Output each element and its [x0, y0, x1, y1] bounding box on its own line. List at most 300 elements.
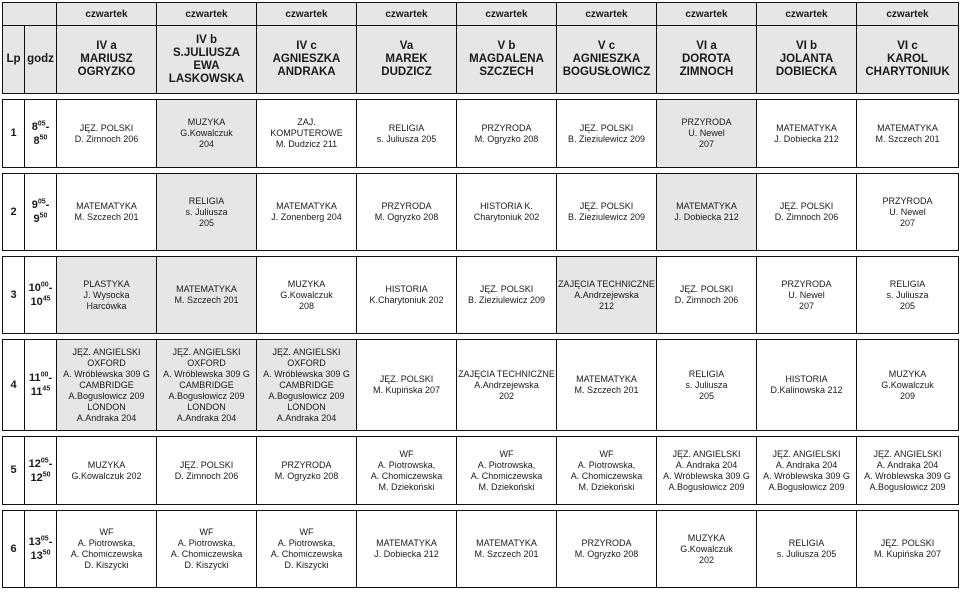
cell-line: PRZYRODA	[681, 117, 732, 127]
cell-line: DOBIECKA	[775, 66, 838, 78]
cell-line: J. Dobiecka 212	[774, 133, 839, 144]
cell-line: PRZYRODA	[381, 201, 432, 211]
cell-line: A. Chomiczewska	[570, 470, 643, 481]
cell-line: OXFORD	[187, 357, 226, 368]
timetable-container	[2, 2, 959, 588]
cell-line: JĘZ. POLSKI	[679, 284, 734, 294]
cell-line: A. Wróblewska 309 G	[63, 368, 150, 379]
cell-line: D. Zimnoch 206	[174, 470, 239, 481]
day-row	[3, 3, 959, 26]
class-header	[857, 26, 959, 94]
cell-line: WF	[199, 527, 214, 537]
time-dash: -	[45, 120, 50, 133]
cell-line: 209	[899, 390, 916, 401]
lesson-cell	[257, 257, 357, 334]
lesson-cell	[757, 257, 857, 334]
cell-line: JĘZ. POLSKI	[579, 201, 634, 211]
cell-line: JĘZ. POLSKI	[179, 459, 234, 470]
cell-line: JĘZ. POLSKI	[880, 538, 935, 548]
lesson-cell	[457, 437, 557, 505]
cell-line: PRZYRODA	[581, 538, 632, 548]
cell-line: A. Wróblewska 309 G	[163, 368, 250, 379]
cell-line: MATEMATYKA	[576, 374, 637, 384]
start-minute: 05	[40, 535, 49, 543]
lesson-number: 3	[3, 257, 25, 334]
cell-line: D. Kiszycki	[184, 560, 229, 570]
cell-line: BOGUSŁOWICZ	[562, 66, 651, 78]
end-hour: 12	[30, 471, 43, 484]
cell-line: Va	[399, 40, 414, 52]
lesson-cell	[657, 340, 757, 431]
lesson-time	[25, 511, 57, 588]
cell-line: KOMPUTEROWE	[270, 128, 343, 138]
cell-line: A. Wróblewska 309 G	[263, 368, 350, 379]
lesson-cell	[557, 340, 657, 431]
cell-line: 202	[698, 554, 715, 565]
class-header	[357, 26, 457, 94]
cell-line: B. Zieziulewicz 209	[567, 212, 646, 222]
lesson-time	[25, 340, 57, 431]
cell-line: D. Zimnoch 206	[74, 133, 139, 144]
cell-line: M. Kupińska 207	[372, 385, 441, 395]
cell-line: ZIMNOCH	[679, 66, 734, 78]
class-header	[557, 26, 657, 94]
cell-line: OGRYZKO	[77, 66, 136, 78]
cell-line: RELIGIA	[889, 278, 926, 289]
cell-line: JĘZ. POLSKI	[479, 284, 534, 294]
cell-line: A. Chomiczewska	[370, 470, 443, 481]
lesson-cell	[57, 174, 157, 251]
end-hour: 13	[30, 550, 43, 562]
lesson-cell	[457, 511, 557, 588]
lesson-cell	[557, 437, 657, 505]
cell-line: A. Piotrowska,	[177, 538, 236, 548]
lesson-cell	[357, 437, 457, 505]
day-label: czwartek	[357, 3, 457, 26]
cell-line: M. Ogryzko 208	[274, 470, 339, 481]
cell-line: OXFORD	[87, 357, 126, 368]
cell-line: A.Andraka 204	[76, 412, 137, 423]
cell-line: A. Chomiczewska	[70, 549, 143, 559]
cell-line: A. Andraka 204	[675, 459, 738, 470]
lesson-cell	[757, 174, 857, 251]
cell-line: MATEMATYKA	[176, 284, 237, 294]
cell-line: WF	[99, 527, 114, 537]
cell-line: M. Ogryzko 208	[474, 133, 539, 144]
cell-line: WF	[599, 448, 614, 459]
cell-line: G.Kowalczuk	[881, 379, 934, 390]
lesson-cell	[657, 174, 757, 251]
start-minute: 05	[37, 198, 46, 206]
start-hour: 11	[28, 372, 41, 384]
cell-line: MUZYKA	[687, 532, 726, 543]
cell-line: A. Wróblewska 309 G	[763, 470, 850, 481]
cell-line: D. Zimnoch 206	[674, 295, 739, 305]
cell-line: MARIUSZ	[80, 53, 133, 65]
cell-line: s. Juliusza	[685, 379, 728, 390]
cell-line: J. Dobiecka 212	[374, 549, 439, 559]
cell-line: Harcówka	[86, 300, 127, 311]
lesson-cell	[157, 100, 257, 168]
start-hour: 13	[28, 536, 41, 548]
cell-line: HISTORIA	[785, 374, 828, 384]
lesson-cell	[257, 511, 357, 588]
lesson-cell	[357, 511, 457, 588]
cell-line: MAREK	[385, 53, 428, 65]
lesson-row	[3, 174, 959, 251]
cell-line: M. Dziekoński	[478, 481, 535, 492]
cell-line: A. Chomiczewska	[270, 549, 343, 559]
time-dash: -	[48, 372, 53, 384]
cell-line: HISTORIA	[385, 284, 428, 294]
lesson-time	[25, 174, 57, 251]
cell-line: A.Bogusłowicz 209	[168, 390, 245, 401]
lesson-cell	[757, 511, 857, 588]
cell-line: B. Zieziulewicz 209	[467, 295, 546, 305]
lesson-cell	[157, 511, 257, 588]
lesson-cell	[557, 257, 657, 334]
lesson-cell	[457, 174, 557, 251]
end-hour: 11	[30, 386, 43, 398]
cell-line: VI c	[897, 40, 918, 52]
cell-line: M. Szczech 201	[574, 385, 639, 395]
start-minute: 05	[40, 456, 49, 464]
lesson-cell	[357, 174, 457, 251]
cell-line: CHARYTONIUK	[865, 66, 950, 78]
cell-line: ZAJĘCIA TECHNICZNE	[558, 278, 655, 289]
lesson-row	[3, 437, 959, 505]
cell-line: LASKOWSKA	[168, 72, 245, 85]
class-header	[257, 26, 357, 94]
lesson-cell	[457, 257, 557, 334]
lesson-cell	[357, 100, 457, 168]
start-hour: 9	[31, 199, 38, 211]
lesson-time	[25, 100, 57, 168]
end-minute: 50	[42, 549, 51, 557]
cell-line: CAMBRIDGE	[179, 379, 234, 390]
lesson-cell	[257, 174, 357, 251]
cell-line: MATEMATYKA	[376, 538, 437, 548]
cell-line: M. Szczech 201	[174, 295, 239, 305]
lesson-cell	[257, 340, 357, 431]
cell-line: s. Juliusza 205	[376, 133, 437, 144]
end-minute: 45	[42, 295, 51, 303]
header-row	[3, 26, 959, 94]
lesson-cell	[357, 340, 457, 431]
cell-line: D.Kalinowska 212	[770, 385, 843, 395]
cell-line: IV b	[195, 33, 218, 46]
cell-line: EWA	[193, 59, 220, 72]
lesson-time	[25, 257, 57, 334]
cell-line: U. Newel	[889, 206, 926, 217]
cell-line: G.Kowalczuk 202	[71, 470, 142, 481]
lesson-cell	[557, 174, 657, 251]
cell-line: JOLANTA	[779, 53, 834, 65]
time-dash: -	[45, 199, 50, 211]
lesson-number: 4	[3, 340, 25, 431]
cell-line: M. Szczech 201	[74, 212, 139, 222]
day-label: czwartek	[657, 3, 757, 26]
cell-line: A. Chomiczewska	[170, 549, 243, 559]
cell-line: 207	[698, 139, 715, 149]
lesson-cell	[57, 100, 157, 168]
day-label: czwartek	[457, 3, 557, 26]
cell-line: WF	[299, 527, 314, 537]
end-minute: 45	[42, 385, 51, 393]
cell-line: D. Kiszycki	[84, 560, 129, 570]
lesson-cell	[757, 100, 857, 168]
cell-line: 202	[498, 390, 515, 401]
cell-line: IV a	[96, 40, 117, 52]
lesson-cell	[57, 340, 157, 431]
cell-line: MUZYKA	[287, 278, 326, 289]
end-minute: 50	[42, 470, 51, 478]
cell-line: MUZYKA	[187, 117, 226, 127]
class-header	[657, 26, 757, 94]
cell-line: MATEMATYKA	[877, 122, 938, 133]
cell-line: MATEMATYKA	[776, 122, 837, 133]
cell-line: A.Andrzejewska	[474, 379, 539, 390]
cell-line: JĘZ. ANGIELSKI	[172, 346, 241, 357]
lesson-cell	[57, 511, 157, 588]
lesson-cell	[257, 100, 357, 168]
cell-line: 205	[698, 390, 715, 401]
lp-header: Lp	[3, 26, 25, 94]
class-header	[457, 26, 557, 94]
lesson-time	[25, 437, 57, 505]
cell-line: JĘZ. POLSKI	[379, 374, 434, 384]
lesson-row	[3, 340, 959, 431]
cell-line: s. Juliusza	[886, 289, 929, 300]
cell-line: LONDON	[287, 401, 326, 412]
cell-line: A.Andraka 204	[276, 412, 337, 423]
cell-line: OXFORD	[287, 357, 326, 368]
cell-line: AGNIESZKA	[572, 53, 641, 65]
cell-line: SZCZECH	[479, 66, 534, 78]
cell-line: J. Wysocka	[83, 289, 130, 300]
cell-line: A. Andraka 204	[775, 459, 838, 470]
cell-line: A. Piotrowska,	[577, 459, 636, 470]
cell-line: LONDON	[87, 401, 126, 412]
lesson-cell	[457, 340, 557, 431]
lesson-number: 5	[3, 437, 25, 505]
cell-line: RELIGIA	[388, 122, 425, 133]
cell-line: MAGDALENA	[469, 53, 544, 65]
time-dash: -	[48, 457, 53, 470]
lesson-cell	[57, 257, 157, 334]
lesson-row	[3, 257, 959, 334]
cell-line: 207	[899, 217, 916, 228]
start-hour: 10	[28, 282, 41, 294]
cell-line: IV c	[296, 40, 317, 52]
end-hour: 10	[30, 296, 43, 308]
cell-line: JĘZ. ANGIELSKI	[772, 448, 841, 459]
cell-line: DUDZICZ	[381, 66, 432, 78]
cell-line: M. Ogryzko 208	[374, 212, 439, 222]
lesson-cell	[757, 437, 857, 505]
cell-line: JĘZ. POLSKI	[79, 122, 134, 133]
time-dash: -	[48, 536, 53, 548]
start-minute: 05	[37, 119, 46, 127]
cell-line: AGNIESZKA	[272, 53, 341, 65]
cell-line: MATEMATYKA	[276, 201, 337, 211]
lesson-cell	[557, 100, 657, 168]
lesson-cell	[157, 437, 257, 505]
cell-line: PRZYRODA	[781, 278, 832, 289]
day-label: czwartek	[157, 3, 257, 26]
cell-line: PRZYRODA	[281, 459, 332, 470]
day-label: czwartek	[557, 3, 657, 26]
cell-line: PRZYRODA	[882, 195, 933, 206]
cell-line: CAMBRIDGE	[279, 379, 334, 390]
lesson-row	[3, 511, 959, 588]
cell-line: 205	[198, 217, 215, 228]
cell-line: A. Piotrowska,	[477, 459, 536, 470]
cell-line: ANDRAKA	[277, 66, 336, 78]
cell-line: KAROL	[887, 53, 928, 65]
cell-line: JĘZ. ANGIELSKI	[272, 346, 341, 357]
cell-line: Charytoniuk 202	[473, 212, 540, 222]
timetable	[2, 2, 959, 588]
start-hour: 8	[31, 120, 38, 133]
cell-line: U. Newel	[688, 128, 725, 138]
lesson-cell	[157, 340, 257, 431]
cell-line: HISTORIA K.	[480, 201, 533, 211]
cell-line: PRZYRODA	[481, 122, 532, 133]
cell-line: JĘZ. ANGIELSKI	[873, 448, 942, 459]
cell-line: MUZYKA	[87, 459, 126, 470]
cell-line: M. Dudzicz 211	[275, 139, 338, 149]
cell-line: B. Zieziulewicz 209	[567, 133, 646, 144]
lesson-number: 1	[3, 100, 25, 168]
cell-line: ZAJ.	[297, 117, 316, 127]
time-dash: -	[48, 282, 53, 294]
cell-line: D. Zimnoch 206	[774, 212, 839, 222]
cell-line: 205	[899, 300, 916, 311]
lesson-cell	[857, 511, 959, 588]
lesson-cell	[557, 511, 657, 588]
lesson-number: 6	[3, 511, 25, 588]
day-spacer	[3, 3, 57, 26]
cell-line: M. Dziekoński	[578, 481, 635, 492]
day-label: czwartek	[757, 3, 857, 26]
cell-line: V c	[597, 40, 616, 52]
lesson-cell	[857, 340, 959, 431]
lesson-cell	[657, 257, 757, 334]
cell-line: A. Piotrowska,	[77, 538, 136, 548]
cell-line: A. Piotrowska,	[377, 459, 436, 470]
cell-line: WF	[399, 448, 414, 459]
cell-line: RELIGIA	[788, 538, 825, 548]
lesson-cell	[857, 174, 959, 251]
cell-line: A.Andrzejewska	[574, 289, 639, 300]
cell-line: M. Ogryzko 208	[574, 549, 639, 559]
cell-line: CAMBRIDGE	[79, 379, 134, 390]
cell-line: A. Chomiczewska	[470, 470, 543, 481]
cell-line: A.Bogusłowicz 209	[68, 390, 145, 401]
lesson-cell	[657, 511, 757, 588]
cell-line: DOROTA	[682, 53, 731, 65]
cell-line: D. Kiszycki	[284, 560, 329, 570]
cell-line: MUZYKA	[888, 368, 927, 379]
cell-line: VI a	[696, 40, 717, 52]
lesson-cell	[157, 257, 257, 334]
lesson-cell	[657, 437, 757, 505]
lesson-cell	[357, 257, 457, 334]
lesson-row	[3, 100, 959, 168]
cell-line: A.Bogusłowicz 209	[768, 481, 845, 492]
cell-line: J. Dobiecka 212	[674, 212, 739, 222]
day-label: czwartek	[857, 3, 959, 26]
cell-line: s. Juliusza	[185, 206, 228, 217]
cell-line: 204	[198, 139, 215, 149]
lesson-cell	[157, 174, 257, 251]
cell-line: LONDON	[187, 401, 226, 412]
cell-line: G.Kowalczuk	[280, 289, 333, 300]
lesson-cell	[457, 100, 557, 168]
lesson-cell	[757, 340, 857, 431]
cell-line: M. Szczech 201	[875, 133, 940, 144]
cell-line: V b	[497, 40, 516, 52]
class-header	[157, 26, 257, 94]
cell-line: PLASTYKA	[83, 278, 130, 289]
start-minute: 00	[40, 281, 49, 289]
cell-line: M. Szczech 201	[474, 549, 539, 559]
end-hour: 9	[33, 213, 40, 225]
cell-line: A. Andraka 204	[876, 459, 939, 470]
lesson-cell	[857, 100, 959, 168]
cell-line: M. Dziekoński	[378, 481, 435, 492]
end-hour: 8	[33, 134, 40, 147]
cell-line: JĘZ. POLSKI	[579, 122, 634, 133]
end-minute: 50	[39, 212, 48, 220]
lesson-cell	[657, 100, 757, 168]
class-header	[757, 26, 857, 94]
class-header	[57, 26, 157, 94]
cell-line: RELIGIA	[688, 368, 725, 379]
day-label: czwartek	[257, 3, 357, 26]
cell-line: ZAJĘCIA TECHNICZNE	[458, 368, 555, 379]
cell-line: MATEMATYKA	[76, 201, 137, 211]
cell-line: VI b	[795, 40, 818, 52]
cell-line: MATEMATYKA	[476, 538, 537, 548]
cell-line: MATEMATYKA	[676, 201, 737, 211]
cell-line: 212	[598, 300, 615, 311]
cell-line: U. Newel	[788, 289, 825, 300]
lesson-number: 2	[3, 174, 25, 251]
cell-line: A.Bogusłowicz 209	[268, 390, 345, 401]
cell-line: JĘZ. ANGIELSKI	[672, 448, 741, 459]
cell-line: A. Piotrowska,	[277, 538, 336, 548]
lesson-cell	[857, 437, 959, 505]
start-hour: 12	[28, 457, 41, 470]
cell-line: 207	[798, 300, 815, 311]
cell-line: A. Wróblewska 309 G	[663, 470, 750, 481]
cell-line: S.JULIUSZA	[172, 46, 241, 59]
day-label: czwartek	[57, 3, 157, 26]
cell-line: A. Wróblewska 309 G	[864, 470, 951, 481]
cell-line: K.Charytoniuk 202	[369, 295, 444, 305]
lesson-cell	[857, 257, 959, 334]
cell-line: JĘZ. ANGIELSKI	[72, 346, 141, 357]
cell-line: G.Kowalczuk	[680, 543, 733, 554]
godz-header: godz	[25, 26, 57, 94]
cell-line: JĘZ. POLSKI	[779, 201, 834, 211]
lesson-cell	[57, 437, 157, 505]
cell-line: RELIGIA	[188, 195, 225, 206]
cell-line: M. Kupińska 207	[873, 549, 942, 559]
cell-line: J. Zonenberg 204	[271, 212, 342, 222]
